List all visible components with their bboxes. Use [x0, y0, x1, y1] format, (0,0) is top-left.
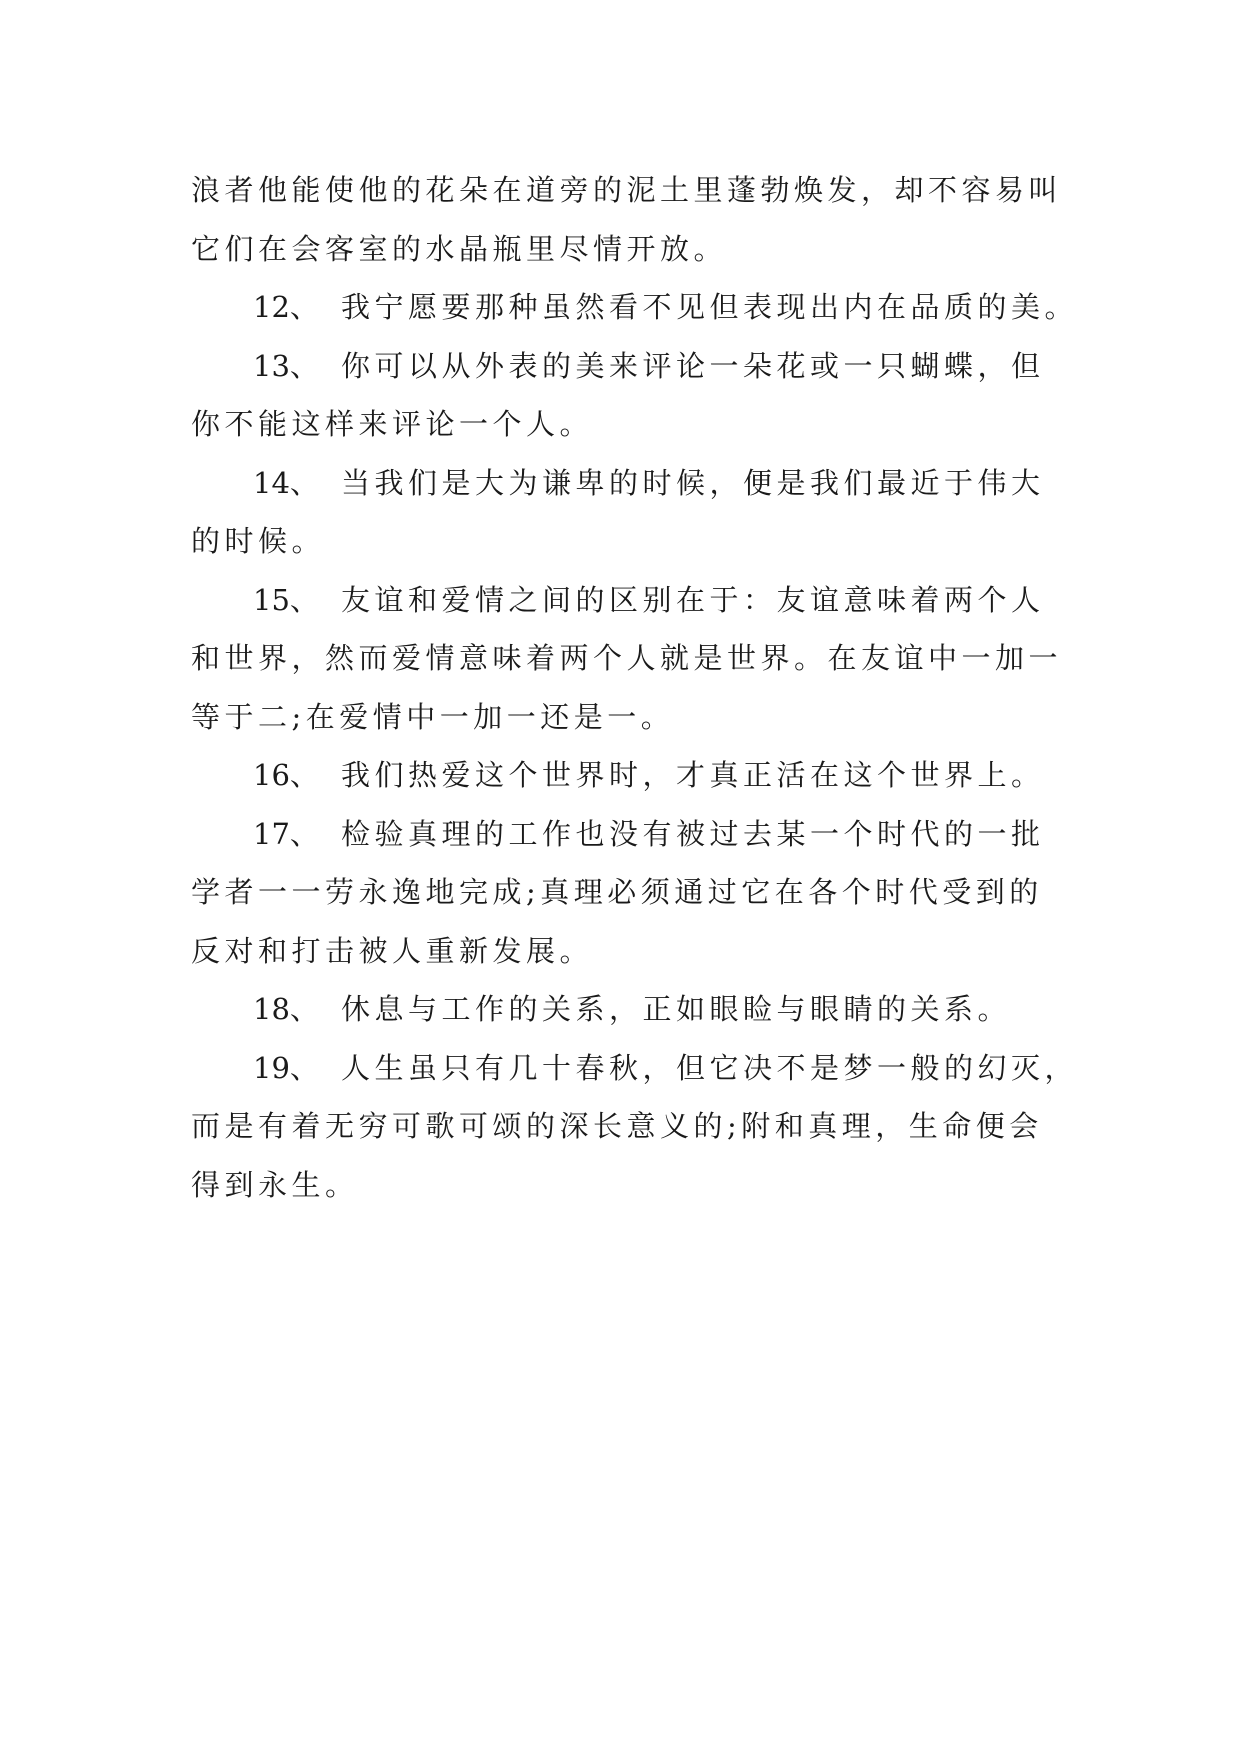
quote-13: 13、 你可以从外表的美来评论一朵花或一只蝴蝶，但	[191, 337, 1091, 396]
quote-number: 18、	[253, 992, 319, 1026]
paragraph-line: 你不能这样来评论一个人。	[191, 407, 594, 441]
quote-number: 12、	[253, 290, 319, 324]
paragraph-line: 和世界，然而爱情意味着两个人就是世界。在友谊中一加一	[191, 641, 1063, 675]
quote-number: 17、	[253, 816, 319, 851]
paragraph-line: 浪者他能使他的花朵在道旁的泥土里蓬勃焕发，却不容易叫	[191, 173, 1063, 207]
paragraph-line: 等于二;在爱情中一加一还是一。	[191, 699, 675, 734]
quote-number: 15、	[253, 582, 319, 617]
quote-12: 12、 我宁愿要那种虽然看不见但表现出内在品质的美。	[191, 278, 1091, 337]
quote-17: 17、 检验真理的工作也没有被过去某一个时代的一批	[191, 805, 1091, 864]
paragraph-line: 反对和打击被人重新发展。	[191, 933, 594, 968]
paragraph-line: 而是有着无穷可歌可颂的深长意义的;附和真理，生命便会	[191, 1109, 1043, 1143]
quote-number: 16、	[253, 758, 319, 792]
quote-14: 14、 当我们是大为谦卑的时候，便是我们最近于伟大	[191, 454, 1091, 513]
paragraph-line: 的时候。	[191, 524, 326, 558]
quote-15: 15、 友谊和爱情之间的区别在于：友谊意味着两个人	[191, 571, 1091, 630]
paragraph-line: 它们在会客室的水晶瓶里尽情开放。	[191, 231, 728, 266]
paragraph-line: 学者一一劳永逸地完成;真理必须通过它在各个时代受到的	[191, 875, 1043, 909]
document-body	[191, 161, 1091, 1214]
quote-16: 16、 我们热爱这个世界时，才真正活在这个世界上。	[191, 746, 1091, 805]
paragraph-line: 得到永生。	[191, 1167, 359, 1202]
quote-number: 14、	[253, 465, 319, 500]
quote-number: 13、	[253, 348, 319, 383]
quote-18: 18、 休息与工作的关系，正如眼睑与眼睛的关系。	[191, 980, 1091, 1039]
quote-number: 19、	[253, 1050, 319, 1085]
quote-19: 19、 人生虽只有几十春秋，但它决不是梦一般的幻灭，	[191, 1039, 1091, 1098]
